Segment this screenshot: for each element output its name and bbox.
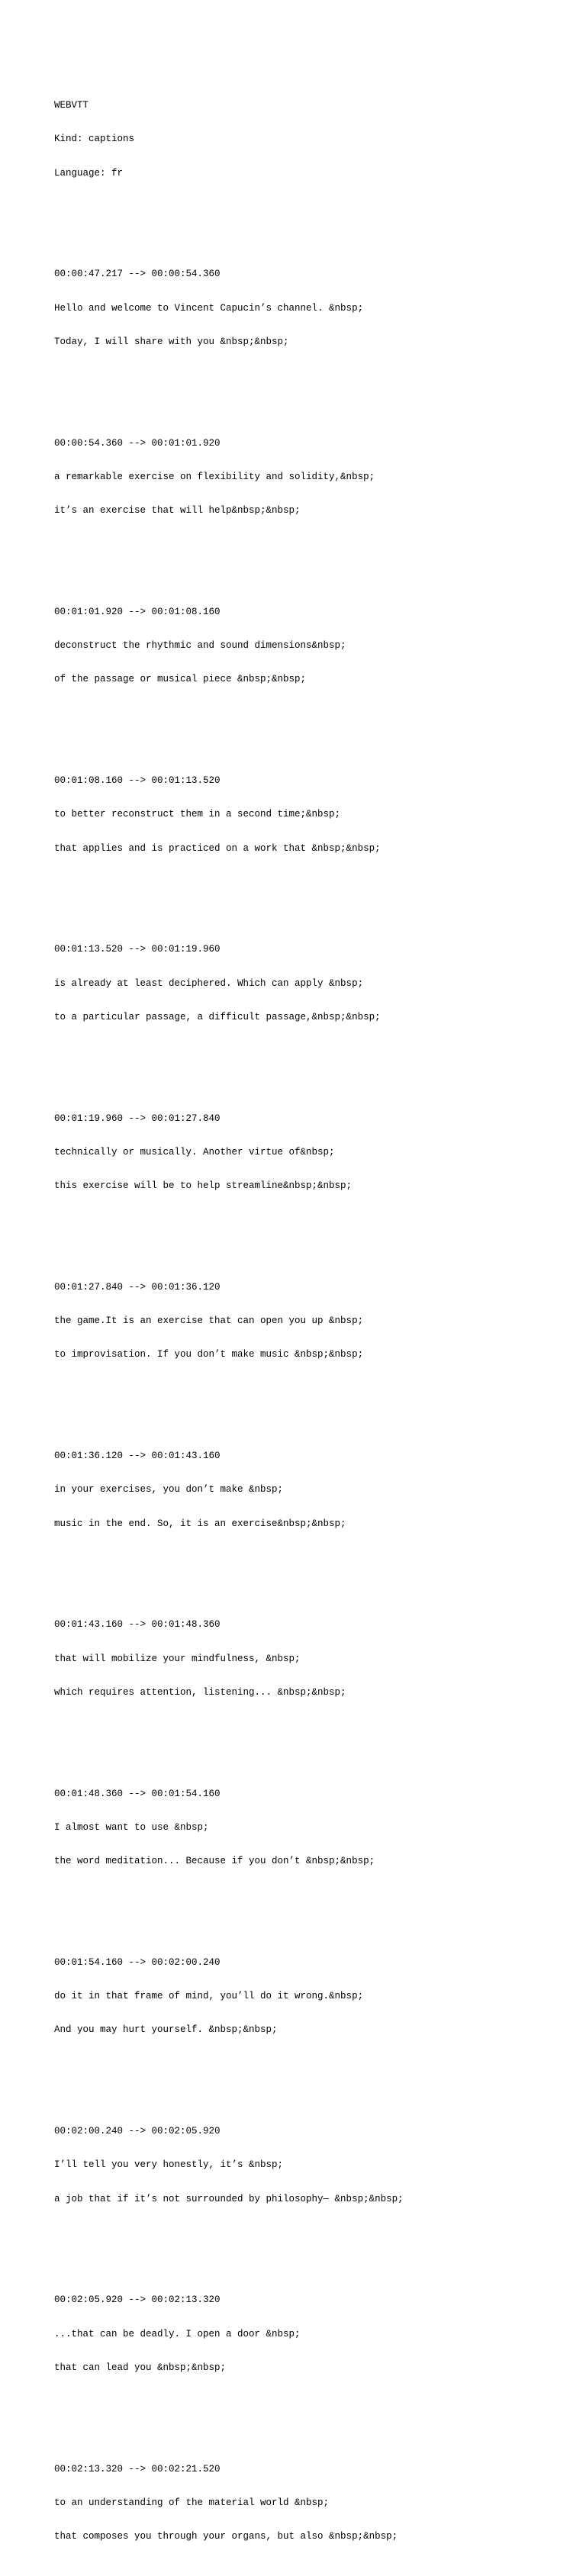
cue-text-line: of the passage or musical piece &nbsp;&nbsp; (54, 674, 307, 685)
cue-timing: 00:01:13.520 --> 00:01:19.960 (54, 944, 221, 955)
cue-text-line: that will mobilize your mindfulness, &nbsp; (54, 1653, 301, 1664)
kind-line: Kind: captions (54, 134, 135, 145)
cue-timing: 00:01:27.840 --> 00:01:36.120 (54, 1281, 221, 1293)
cue-text-line: technically or musically. Another virtue of&nbsp; (54, 1146, 335, 1158)
caption-cue (54, 246, 571, 370)
cue-text-line: this exercise will be to help streamline&nbsp;&nbsp; (54, 1180, 353, 1191)
caption-cue (54, 1934, 571, 2058)
cue-text-line: do it in that frame of mind, you’ll do it wrong.&nbsp; (54, 1991, 364, 2001)
cue-text-line: which requires attention, listening... &nbsp;&nbsp; (54, 1686, 346, 1698)
cue-timing: 00:02:00.240 --> 00:02:05.920 (54, 2126, 221, 2136)
cue-text-line: Today, I will share with you &nbsp;&nbsp; (54, 336, 289, 347)
cue-timing: 00:01:08.160 --> 00:01:13.520 (54, 775, 221, 786)
cue-timing: 00:01:01.920 --> 00:01:08.160 (54, 606, 221, 617)
caption-cue (54, 1090, 571, 1214)
cue-text-line: I’ll tell you very honestly, it’s &nbsp; (54, 2159, 284, 2171)
caption-cue (54, 584, 571, 707)
cue-text-line: that composes you through your organs, but also &nbsp;&nbsp; (54, 2531, 398, 2542)
cue-timing: 00:01:36.120 --> 00:01:43.160 (54, 1451, 221, 1461)
caption-cue (54, 753, 571, 877)
caption-cue (54, 2104, 571, 2227)
caption-document (54, 55, 571, 2576)
cue-text-line: a job that if it’s not surrounded by philosophy— &nbsp;&nbsp; (54, 2193, 404, 2204)
cue-timing: 00:01:19.960 --> 00:01:27.840 (54, 1113, 221, 1124)
cue-text-line: to better reconstruct them in a second time;&nbsp; (54, 809, 341, 820)
caption-cue (54, 1597, 571, 1721)
vtt-header (54, 78, 571, 201)
caption-cue (54, 2272, 571, 2396)
cue-text-line: I almost want to use &nbsp; (54, 1821, 209, 1833)
cue-text-line: it’s an exercise that will help&nbsp;&nbsp; (54, 505, 301, 516)
cue-text-line: deconstruct the rhythmic and sound dimensions&nbsp; (54, 640, 346, 651)
cue-timing: 00:01:43.160 --> 00:01:48.360 (54, 1619, 221, 1631)
cue-text-line: music in the end. So, it is an exercise&nbsp;&nbsp; (54, 1518, 346, 1529)
format-line: WEBVTT (54, 100, 89, 111)
caption-cue (54, 1428, 571, 1552)
cue-timing: 00:00:47.217 --> 00:00:54.360 (54, 269, 221, 280)
cue-text-line: a remarkable exercise on flexibility and solidity,&nbsp; (54, 471, 375, 482)
cue-timing: 00:02:13.320 --> 00:02:21.520 (54, 2463, 221, 2475)
cue-text-line: is already at least deciphered. Which can apply &nbsp; (54, 977, 364, 989)
cue-timing: 00:01:54.160 --> 00:02:00.240 (54, 1956, 221, 1968)
cue-text-line: to a particular passage, a difficult passage,&nbsp;&nbsp; (54, 1011, 381, 1022)
caption-cue (54, 1766, 571, 1889)
cue-text-line: the game.It is an exercise that can open you up &nbsp; (54, 1315, 364, 1326)
cue-timing: 00:01:48.360 --> 00:01:54.160 (54, 1788, 221, 1799)
cue-timing: 00:02:05.920 --> 00:02:13.320 (54, 2294, 221, 2306)
cue-text-line: Hello and welcome to Vincent Capucin’s channel. &nbsp; (54, 302, 364, 314)
cue-text-line: in your exercises, you don’t make &nbsp; (54, 1484, 284, 1496)
language-line: Language: fr (54, 167, 124, 179)
caption-cue (54, 922, 571, 1045)
caption-cue (54, 1259, 571, 1383)
cue-text-line: ...that can be deadly. I open a door &nbsp; (54, 2328, 301, 2339)
caption-cue (54, 415, 571, 539)
cue-text-line: to an understanding of the material world &nbsp; (54, 2497, 330, 2508)
cue-text-line: the word meditation... Because if you don’t &nbsp;&nbsp; (54, 1856, 375, 1866)
cue-text-line: that applies and is practiced on a work that &nbsp;&nbsp; (54, 842, 381, 854)
caption-cue (54, 2441, 571, 2565)
cue-text-line: to improvisation. If you don’t make music &nbsp;&nbsp; (54, 1349, 364, 1360)
cue-text-line: that can lead you &nbsp;&nbsp; (54, 2362, 227, 2373)
cue-text-line: And you may hurt yourself. &nbsp;&nbsp; (54, 2024, 278, 2036)
cue-timing: 00:00:54.360 --> 00:01:01.920 (54, 437, 221, 449)
